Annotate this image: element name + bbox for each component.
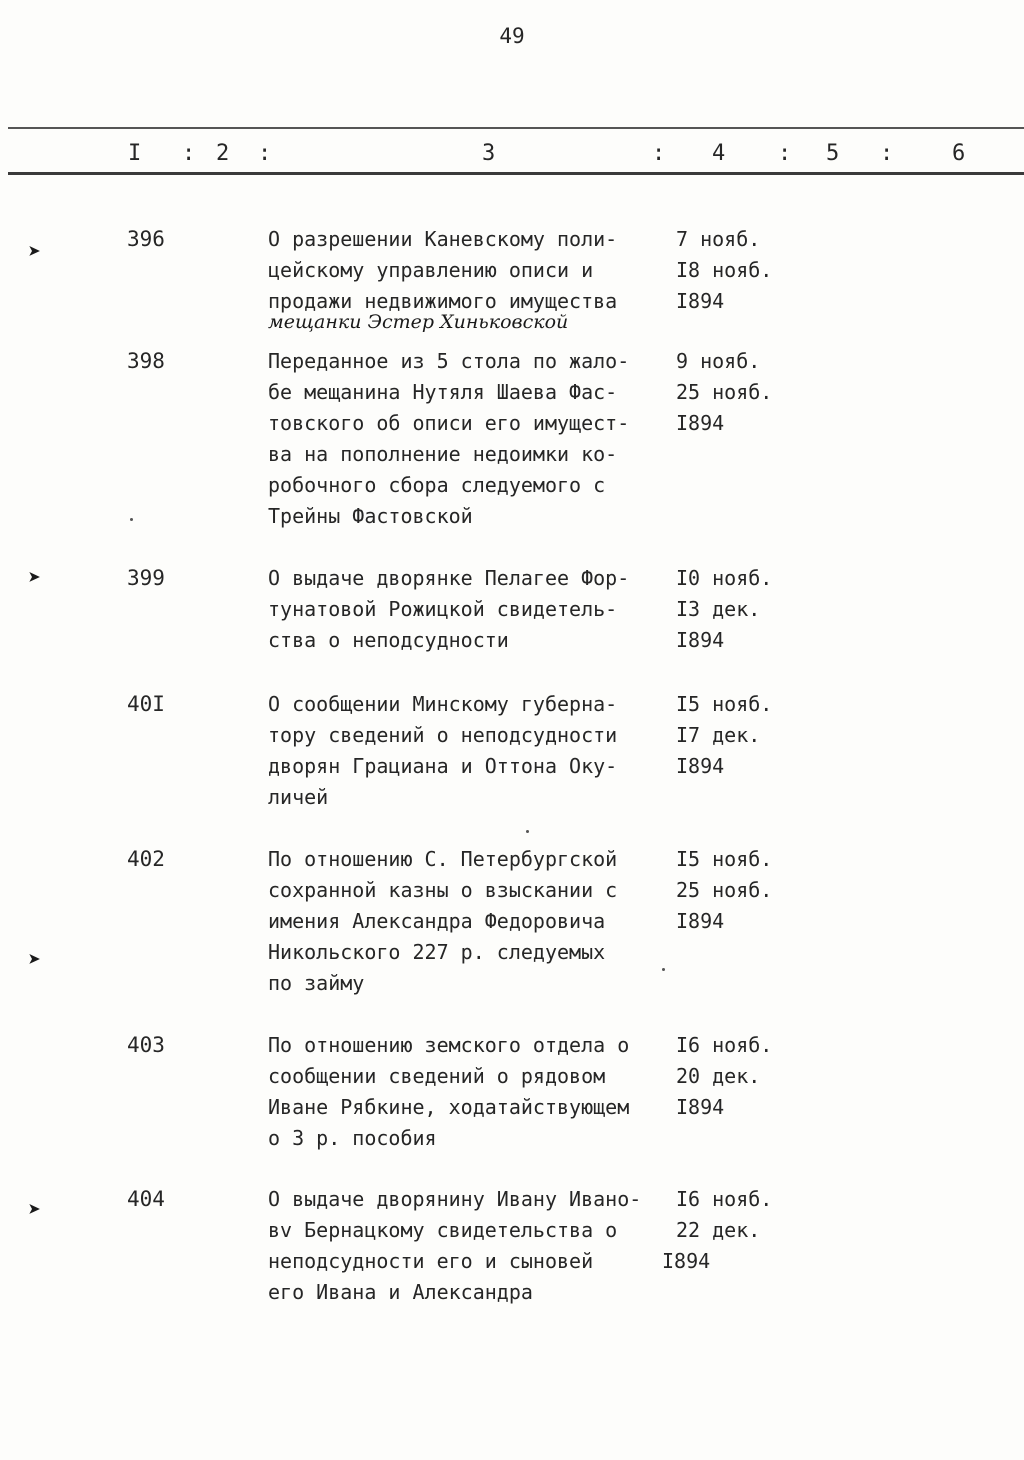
entry-description xyxy=(268,346,668,532)
description-line: о 3 р. пособия xyxy=(268,1126,437,1150)
date-year: I894 xyxy=(662,1249,711,1273)
date-start: I5 нояб. xyxy=(676,847,773,871)
description-line: Никольского 227 р. следуемых xyxy=(268,940,606,964)
entry-description xyxy=(268,1184,668,1308)
column-2-label: 2 xyxy=(216,141,230,166)
header-rule-top xyxy=(8,127,1024,129)
description-line: товского об описи его имущест- xyxy=(268,411,630,435)
date-start: I6 нояб. xyxy=(676,1187,773,1211)
description-line: По отношению земского отдела о xyxy=(268,1033,630,1057)
entry-description xyxy=(268,1030,668,1154)
scan-speck xyxy=(526,830,529,833)
entry-number: 396 xyxy=(127,227,165,251)
date-end: 22 дек. xyxy=(676,1218,761,1242)
entry-number: 403 xyxy=(127,1033,165,1057)
column-1-label: I xyxy=(128,141,142,166)
description-line: робочного сбора следуемого с xyxy=(268,473,606,497)
description-line: цейскому управлению описи и xyxy=(268,258,594,282)
entry-number: 399 xyxy=(127,566,165,590)
date-year: I894 xyxy=(676,1095,725,1119)
column-separator: : xyxy=(652,141,666,166)
description-line: вv Бернацкому свидетельства о xyxy=(268,1218,618,1242)
description-line: тунатовой Рожицкой свидетель- xyxy=(268,597,618,621)
date-year: I894 xyxy=(676,909,725,933)
date-year: I894 xyxy=(676,754,725,778)
entry-number: 402 xyxy=(127,847,165,871)
entry-description xyxy=(268,844,668,999)
description-line: О выдаче дворянину Ивану Ивано- xyxy=(268,1187,642,1211)
date-end: 20 дек. xyxy=(676,1064,761,1088)
column-separator: : xyxy=(778,141,792,166)
date-start: 9 нояб. xyxy=(676,349,761,373)
date-start: I6 нояб. xyxy=(676,1033,773,1057)
description-line: по займу xyxy=(268,971,365,995)
column-6-label: 6 xyxy=(952,141,966,166)
date-end: 25 нояб. xyxy=(676,380,773,404)
description-line: имения Александра Федоровича xyxy=(268,909,606,933)
date-end: I8 нояб. xyxy=(676,258,773,282)
column-separator: : xyxy=(182,141,196,166)
description-line: неподсудности его и сыновей xyxy=(268,1249,594,1273)
entry-dates xyxy=(662,1184,772,1277)
description-line: тору сведений о неподсудности xyxy=(268,723,618,747)
entry-description xyxy=(268,563,668,656)
entry-dates xyxy=(676,224,772,317)
description-line: О разрешении Каневскому поли- xyxy=(268,227,618,251)
entry-number: 404 xyxy=(127,1187,165,1211)
description-line: сообщении сведений о рядовом xyxy=(268,1064,606,1088)
description-line: личей xyxy=(268,785,329,809)
column-3-label: 3 xyxy=(482,141,496,166)
description-line: сохранной казны о взыскании с xyxy=(268,878,618,902)
header-rule-bottom xyxy=(8,172,1024,175)
description-line: Иване Рябкине, ходатайствующем xyxy=(268,1095,630,1119)
column-separator: : xyxy=(258,141,272,166)
description-line: О выдаче дворянке Пелагее Фор- xyxy=(268,566,630,590)
description-line: продажи недвижимого имущества xyxy=(268,289,618,313)
description-line: Переданное из 5 стола по жало- xyxy=(268,349,630,373)
entry-number: 40I xyxy=(127,692,165,716)
entry-description xyxy=(268,689,668,813)
entry-dates xyxy=(676,563,772,656)
entry-dates xyxy=(676,844,772,937)
date-year: I894 xyxy=(676,289,725,313)
date-end: I3 дек. xyxy=(676,597,761,621)
column-4-label: 4 xyxy=(712,141,726,166)
margin-tick-icon: ➤ xyxy=(28,1198,42,1223)
entry-description xyxy=(268,224,668,333)
scan-speck xyxy=(662,968,665,971)
page-number: 49 xyxy=(499,24,525,48)
entry-dates xyxy=(676,689,772,782)
handwritten-note: мещанки Эстер Хиньковской xyxy=(268,311,569,333)
description-line: дворян Грациана и Оттона Оку- xyxy=(268,754,618,778)
date-start: I5 нояб. xyxy=(676,692,773,716)
description-line: бе мещанина Нутяля Шаева Фас- xyxy=(268,380,618,404)
description-line: По отношению С. Петербургской xyxy=(268,847,618,871)
description-line: Трейны Фастовской xyxy=(268,504,473,528)
margin-tick-icon: ➤ xyxy=(28,566,42,591)
description-line: его Ивана и Александра xyxy=(268,1280,533,1304)
entry-dates xyxy=(676,346,772,439)
column-separator: : xyxy=(880,141,894,166)
entry-dates xyxy=(676,1030,772,1123)
date-year: I894 xyxy=(676,628,725,652)
date-start: 7 нояб. xyxy=(676,227,761,251)
column-5-label: 5 xyxy=(826,141,840,166)
description-line: ва на пополнение недоимки ко- xyxy=(268,442,618,466)
margin-tick-icon: ➤ xyxy=(28,240,42,265)
description-line: ства о неподсудности xyxy=(268,628,509,652)
description-line: О сообщении Минскому губерна- xyxy=(268,692,618,716)
scan-speck xyxy=(130,518,133,521)
entry-number: 398 xyxy=(127,349,165,373)
margin-tick-icon: ➤ xyxy=(28,948,42,973)
date-year: I894 xyxy=(676,411,725,435)
date-start: I0 нояб. xyxy=(676,566,773,590)
date-end: I7 дек. xyxy=(676,723,761,747)
date-end: 25 нояб. xyxy=(676,878,773,902)
